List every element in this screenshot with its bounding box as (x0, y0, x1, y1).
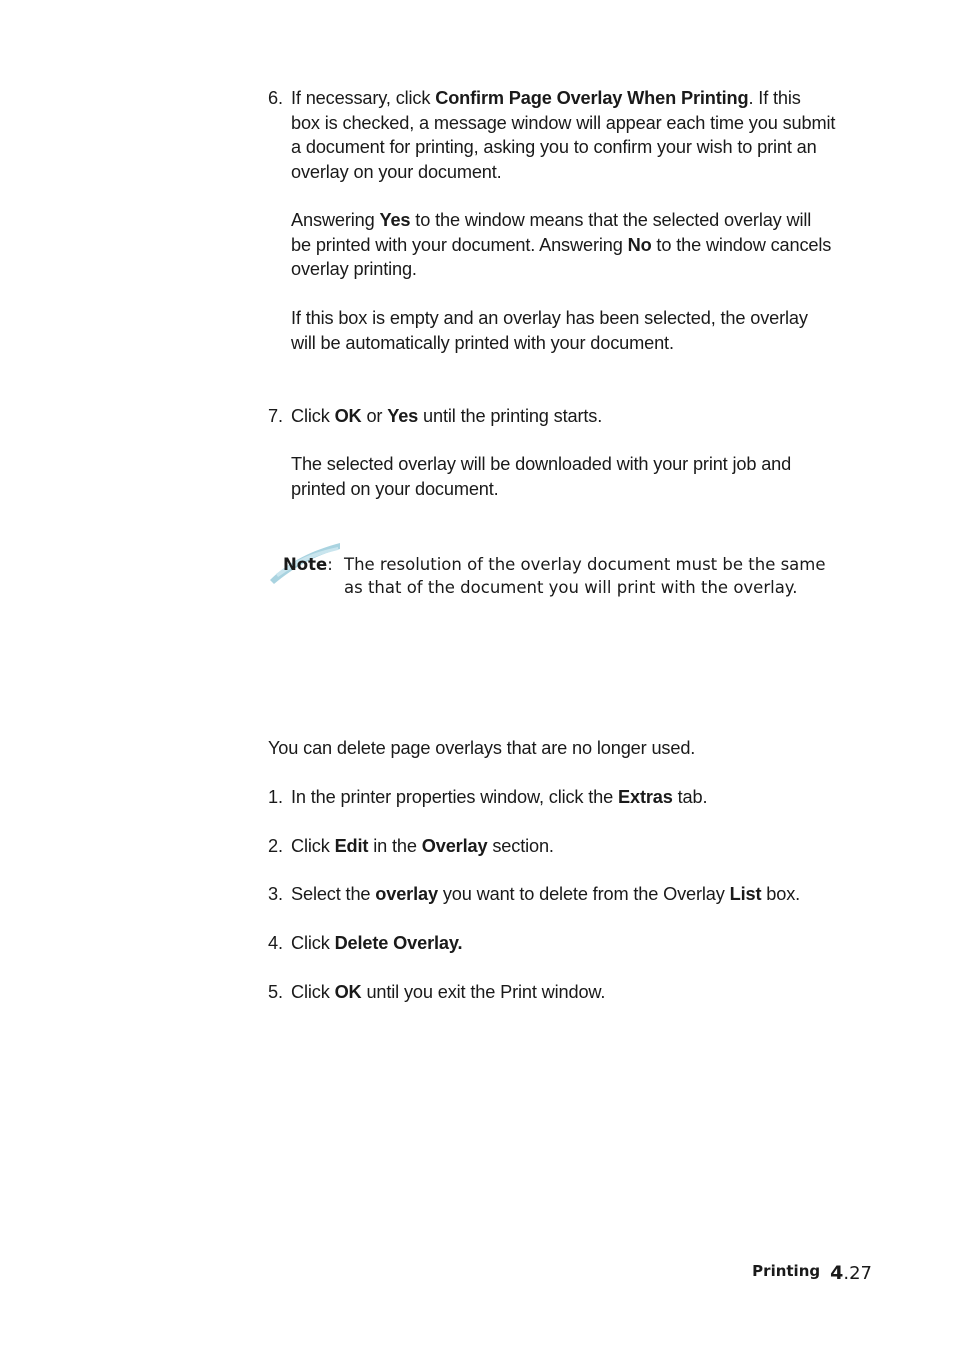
delete-intro: You can delete page overlays that are no longer used. (268, 738, 696, 758)
step-number: 7. (268, 406, 283, 426)
step-7: 7. Click OK or Yes until the printing starts. (268, 404, 868, 429)
footer-chapter-number: 4 (830, 1262, 844, 1284)
step-number: 6. (268, 88, 283, 108)
step-6-line-1: 6. If necessary, click Confirm Page Overlay When Printing. If this (268, 86, 868, 111)
note-box (268, 540, 878, 600)
delete-step-5: 5. Click OK until you exit the Print window. (268, 982, 606, 1002)
confirm-overlay-option: Confirm Page Overlay When Printing (435, 88, 749, 108)
note-label: Note: (283, 555, 333, 574)
download-paragraph: The selected overlay will be downloaded with your print job and printed on your document. (291, 454, 792, 499)
footer-page-number: .27 (843, 1263, 872, 1284)
page-footer (752, 1262, 872, 1292)
footer-section-title: Printing (752, 1262, 821, 1280)
delete-step-1: 1. In the printer properties window, click the Extras tab. (268, 787, 708, 807)
answer-paragraph: Answering Yes to the window means that the selected overlay will be printed with your document. Answering No to the window cancels overlay printing. (291, 210, 832, 279)
note-text: The resolution of the overlay document must be the same as that of the document you will print with the overlay. (344, 555, 826, 597)
delete-step-4: 4. Click Delete Overlay. (268, 933, 463, 953)
delete-step-3: 3. Select the overlay you want to delete from the Overlay List box. (268, 884, 801, 904)
empty-box-paragraph: If this box is empty and an overlay has been selected, the overlay will be automatically printed with your document. (291, 308, 808, 353)
delete-step-2: 2. Click Edit in the Overlay section. (268, 836, 554, 856)
step-6: 6. If necessary, click Confirm Page Overlay When Printing. If this box is checked, a message window will appear each time you submit a document for printing, asking you to confirm your wish to print an overlay on your document. (268, 86, 868, 184)
